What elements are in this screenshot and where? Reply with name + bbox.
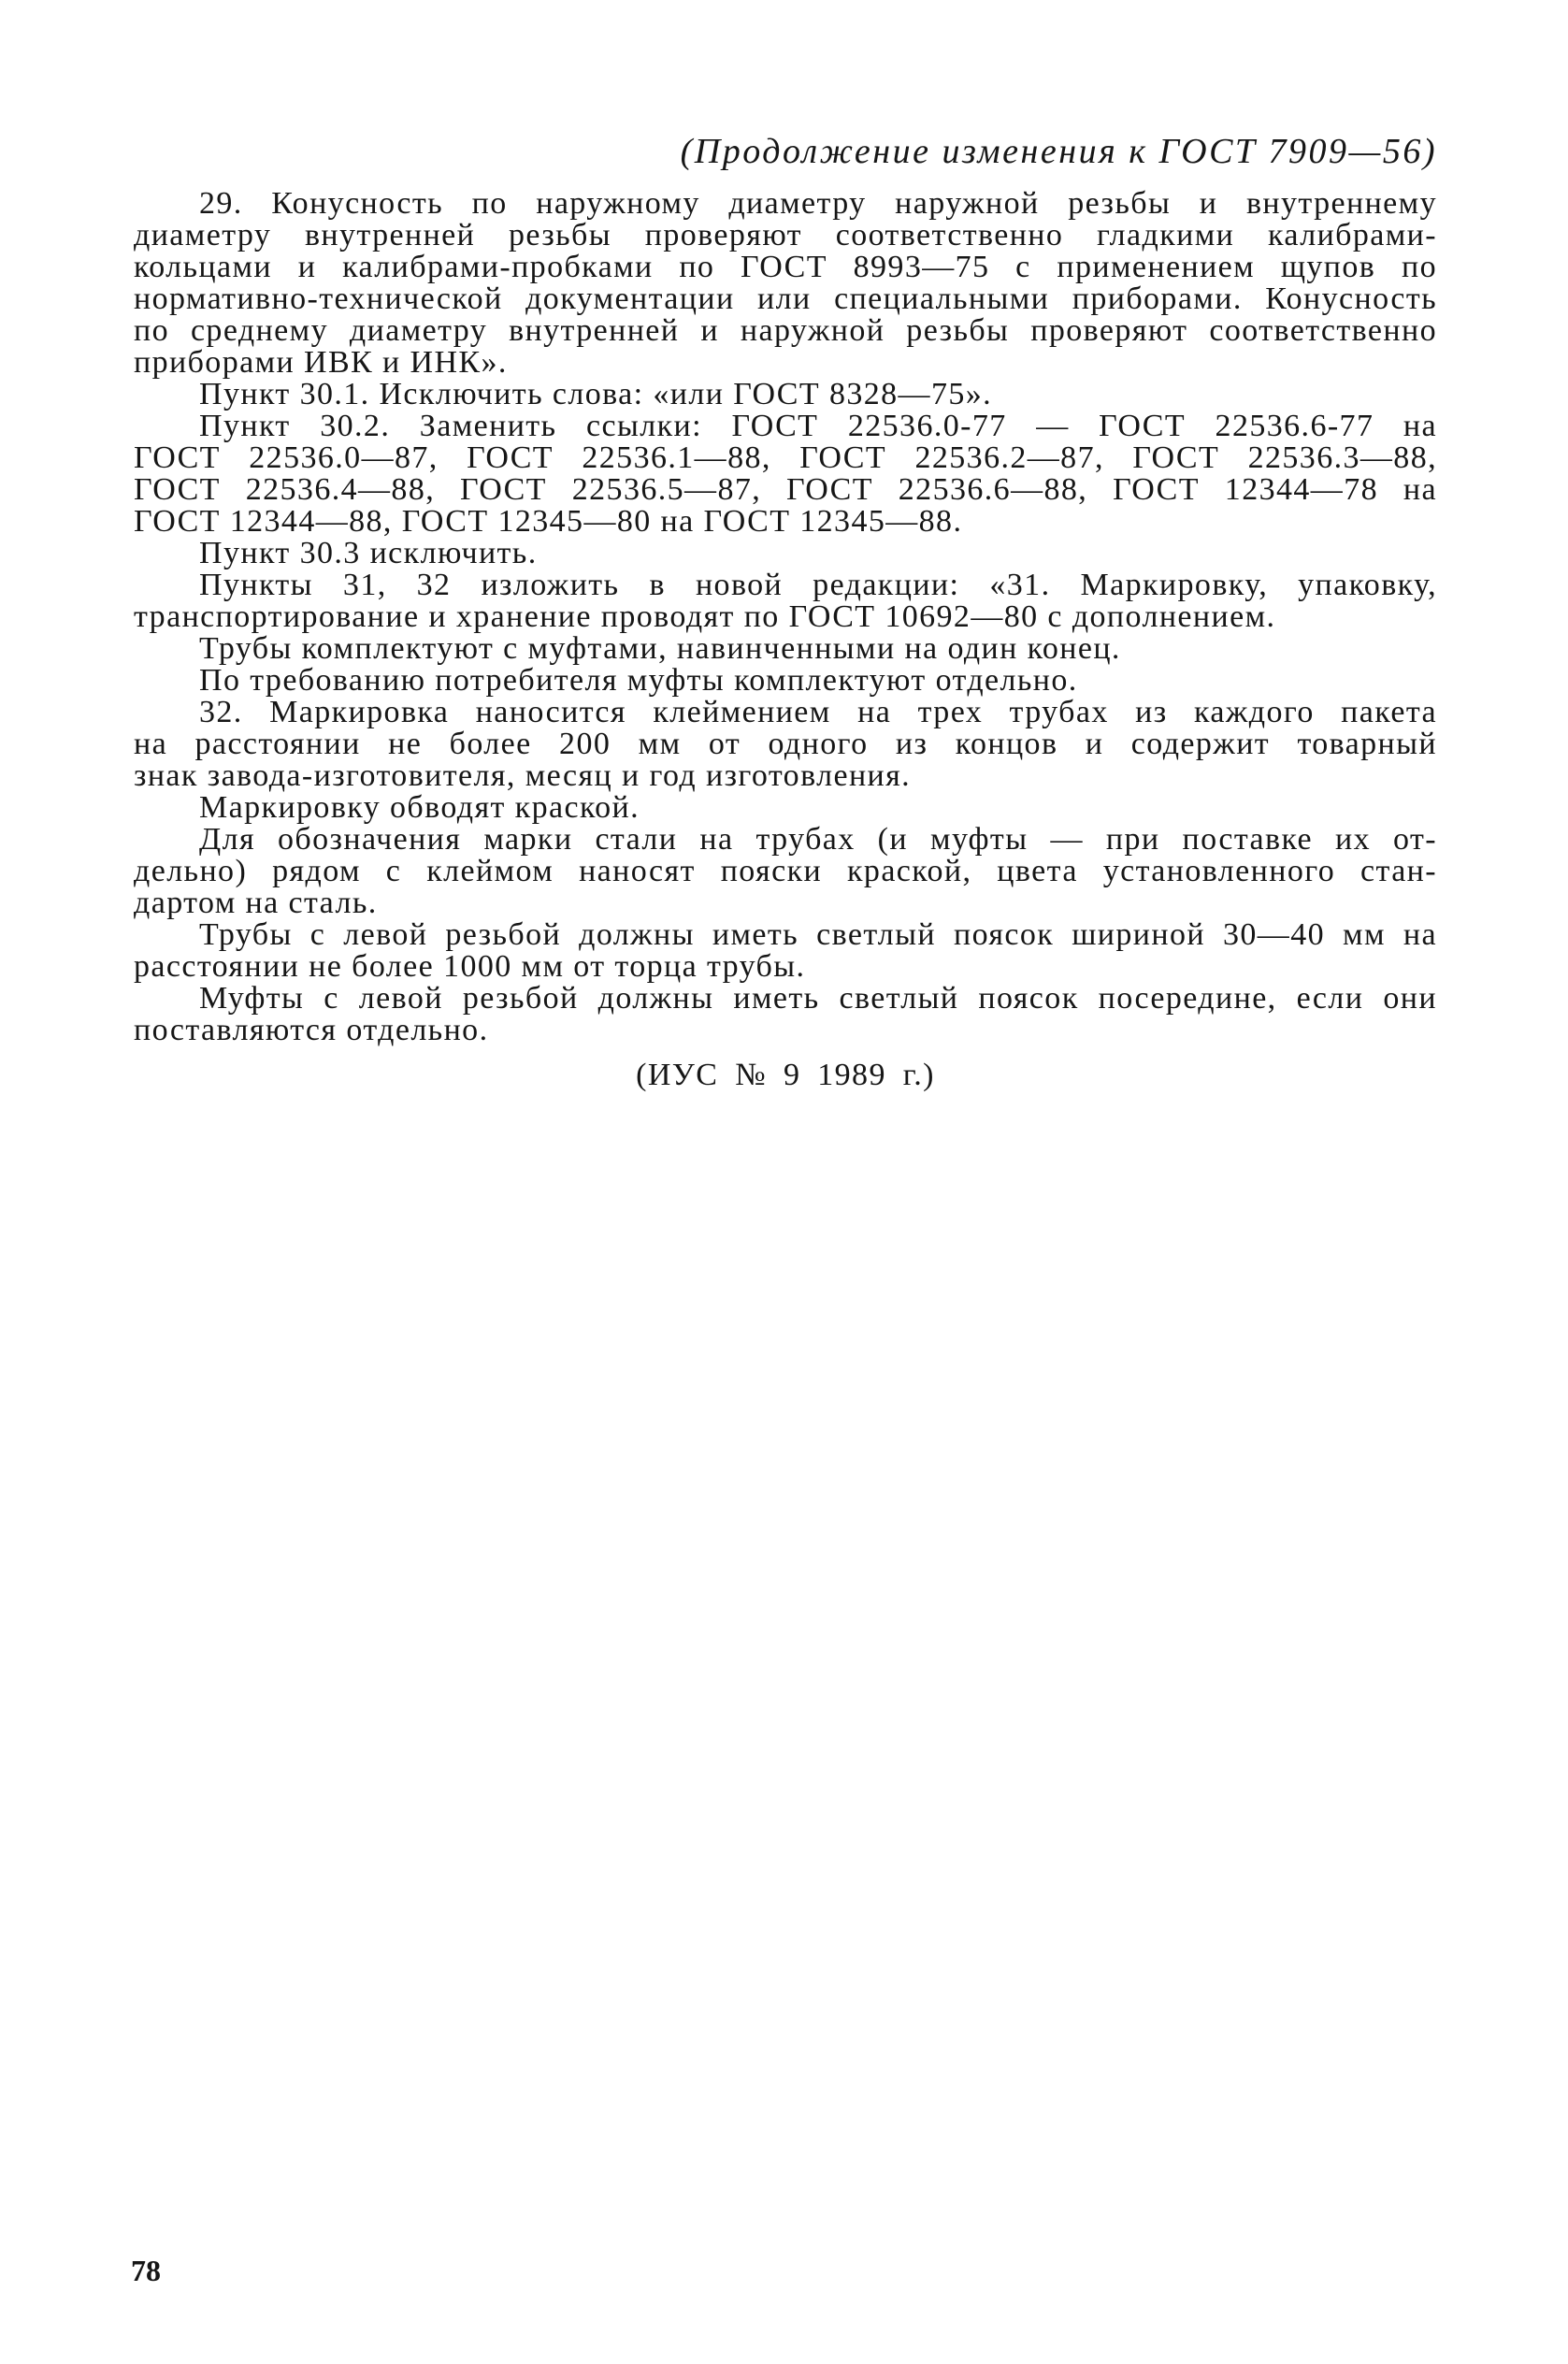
text-line: дартом на сталь. [134, 886, 378, 920]
text-line: Пункт 30.2. Заменить ссылки: ГОСТ 22536.0-77 — ГОСТ 22536.6-77 на [199, 409, 1437, 443]
page-number: 78 [131, 2254, 161, 2287]
paragraph-item-29 [134, 188, 1437, 379]
document-header: (Продолжение изменения к ГОСТ 7909—56) [680, 132, 1437, 171]
text-line: расстоянии не более 1000 мм от торца трубы. [134, 949, 806, 984]
text-line: знак завода-изготовителя, месяц и год изготовления. [134, 758, 912, 793]
text-line: Пункты 31, 32 изложить в новой редакции: «31. Маркировку, упаковку, [199, 568, 1437, 602]
text-line: диаметру внутренней резьбы проверяют соответственно гладкими калибрами- [134, 218, 1437, 252]
text-line: Трубы комплектуют с муфтами, навинченными на один конец. [199, 631, 1121, 666]
document-body [134, 188, 1437, 1091]
text-line: дельно) рядом с клеймом наносят пояски краской, цвета установленного стан- [134, 854, 1437, 888]
text-line: Для обозначения марки стали на трубах (и муфты — при поставке их от- [199, 822, 1437, 857]
paragraph-consumer-request [134, 665, 1437, 697]
paragraph-item-32 [134, 697, 1437, 792]
text-line: 32. Маркировка наносится клеймением на трех трубах из каждого пакета [199, 695, 1437, 729]
text-line: нормативно-технической документации или специальными приборами. Конусность [134, 281, 1437, 316]
text-line: ГОСТ 12344—88, ГОСТ 12345—80 на ГОСТ 12345—88. [134, 504, 963, 539]
paragraph-steel-grade [134, 824, 1437, 919]
text-line: транспортирование и хранение проводят по ГОСТ 10692—80 с дополнением. [134, 599, 1276, 634]
source-reference: (ИУС № 9 1989 г.) [636, 1058, 935, 1092]
paragraph-item-30-3 [134, 538, 1437, 569]
text-line: Маркировку обводят краской. [199, 790, 640, 825]
text-line: ГОСТ 22536.4—88, ГОСТ 22536.5—87, ГОСТ 22536.6—88, ГОСТ 12344—78 на [134, 472, 1437, 507]
text-line: поставляются отдельно. [134, 1013, 489, 1047]
text-line: Трубы с левой резьбой должны иметь светлый поясок шириной 30—40 мм на [199, 917, 1437, 952]
text-line: По требованию потребителя муфты комплектуют отдельно. [199, 663, 1078, 698]
paragraph-pipes-coupling [134, 633, 1437, 665]
text-line: Муфты с левой резьбой должны иметь светлый поясок посередине, если они [199, 981, 1437, 1016]
text-line: Пункт 30.1. Исключить слова: «или ГОСТ 8328—75». [199, 377, 993, 411]
text-line: 29. Конусность по наружному диаметру наружной резьбы и внутреннему [199, 186, 1437, 221]
text-line: приборами ИВК и ИНК». [134, 345, 508, 380]
paragraph-left-thread-couplings [134, 983, 1437, 1046]
text-line: ГОСТ 22536.0—87, ГОСТ 22536.1—88, ГОСТ 22536.2—87, ГОСТ 22536.3—88, [134, 440, 1437, 475]
text-line: кольцами и калибрами-пробками по ГОСТ 8993—75 с применением щупов по [134, 250, 1437, 284]
paragraph-item-30-2 [134, 411, 1437, 538]
text-line: на расстоянии не более 200 мм от одного из концов и содержит товарный [134, 727, 1437, 761]
paragraph-items-31-32 [134, 569, 1437, 633]
paragraph-item-30-1 [134, 379, 1437, 411]
text-line: по среднему диаметру внутренней и наружной резьбы проверяют соответственно [134, 313, 1437, 348]
paragraph-marking-paint [134, 792, 1437, 824]
paragraph-left-thread-pipes [134, 919, 1437, 983]
text-line: Пункт 30.3 исключить. [199, 536, 538, 570]
